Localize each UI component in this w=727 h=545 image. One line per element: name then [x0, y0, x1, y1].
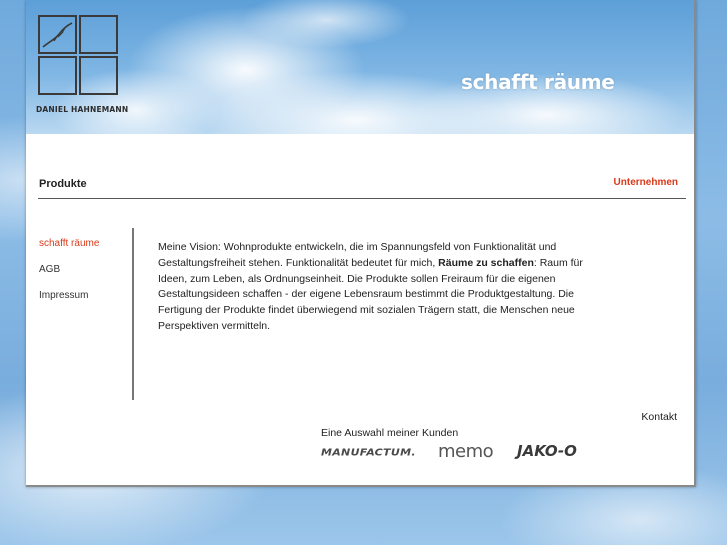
nav-link-unternehmen[interactable]: Unternehmen — [613, 177, 678, 188]
logo-cell-top-right — [79, 15, 118, 54]
tagline: schafft räume — [461, 70, 615, 94]
vision-text-bold: Räume zu schaffen — [438, 256, 534, 269]
sidebar-item-agb[interactable]: AGB — [39, 264, 61, 275]
bird-icon — [40, 17, 75, 52]
page-frame — [26, 0, 696, 487]
logo-cell-top-left — [38, 15, 77, 54]
vision-text-part1: Meine Vision: Wohnprodukte entwickeln, die im Spannungsfeld von Funktionalität und Gestaltungsfreiheit stehen. Funktionalität bedeutet für mich, — [158, 241, 557, 269]
sidebar-item-schafft-raeume[interactable]: schafft räume — [39, 238, 100, 249]
logo-cell-bottom-left — [38, 56, 77, 95]
divider-line — [132, 228, 134, 400]
contact-link[interactable]: Kontakt — [641, 411, 677, 423]
client-logo-manufactum[interactable]: MANUFACTUM. — [321, 446, 416, 459]
logo-cell-bottom-right — [79, 56, 118, 95]
header-banner — [26, 0, 694, 134]
section-title: Produkte — [39, 178, 87, 190]
sidebar-item-impressum[interactable]: Impressum — [39, 290, 89, 301]
client-logo-jako-o[interactable]: JAKO-O — [517, 442, 577, 460]
sidebar-nav — [39, 238, 134, 316]
vision-text — [158, 240, 608, 335]
vision-text-part2: : Raum für Ideen, zum Leben, als Ordnungseinheit. Die Produkte sollen Freiraum für die eigenen Gestaltungsideen schaffen - der eigene Lebensraum bestimmt die Produktgestaltung. Die Fertigung der Produkte findet überwiegend mit sozialen Trägern statt, die Menschen neue Perspektiven vermitteln. — [158, 256, 583, 332]
clients-label: Eine Auswahl meiner Kunden — [321, 427, 459, 439]
logo-grid — [38, 15, 122, 99]
top-bar — [38, 170, 686, 199]
client-logo-memo[interactable]: memo — [438, 441, 494, 462]
logo[interactable] — [36, 13, 129, 117]
logo-text: DANIEL HAHNEMANN — [36, 105, 129, 114]
